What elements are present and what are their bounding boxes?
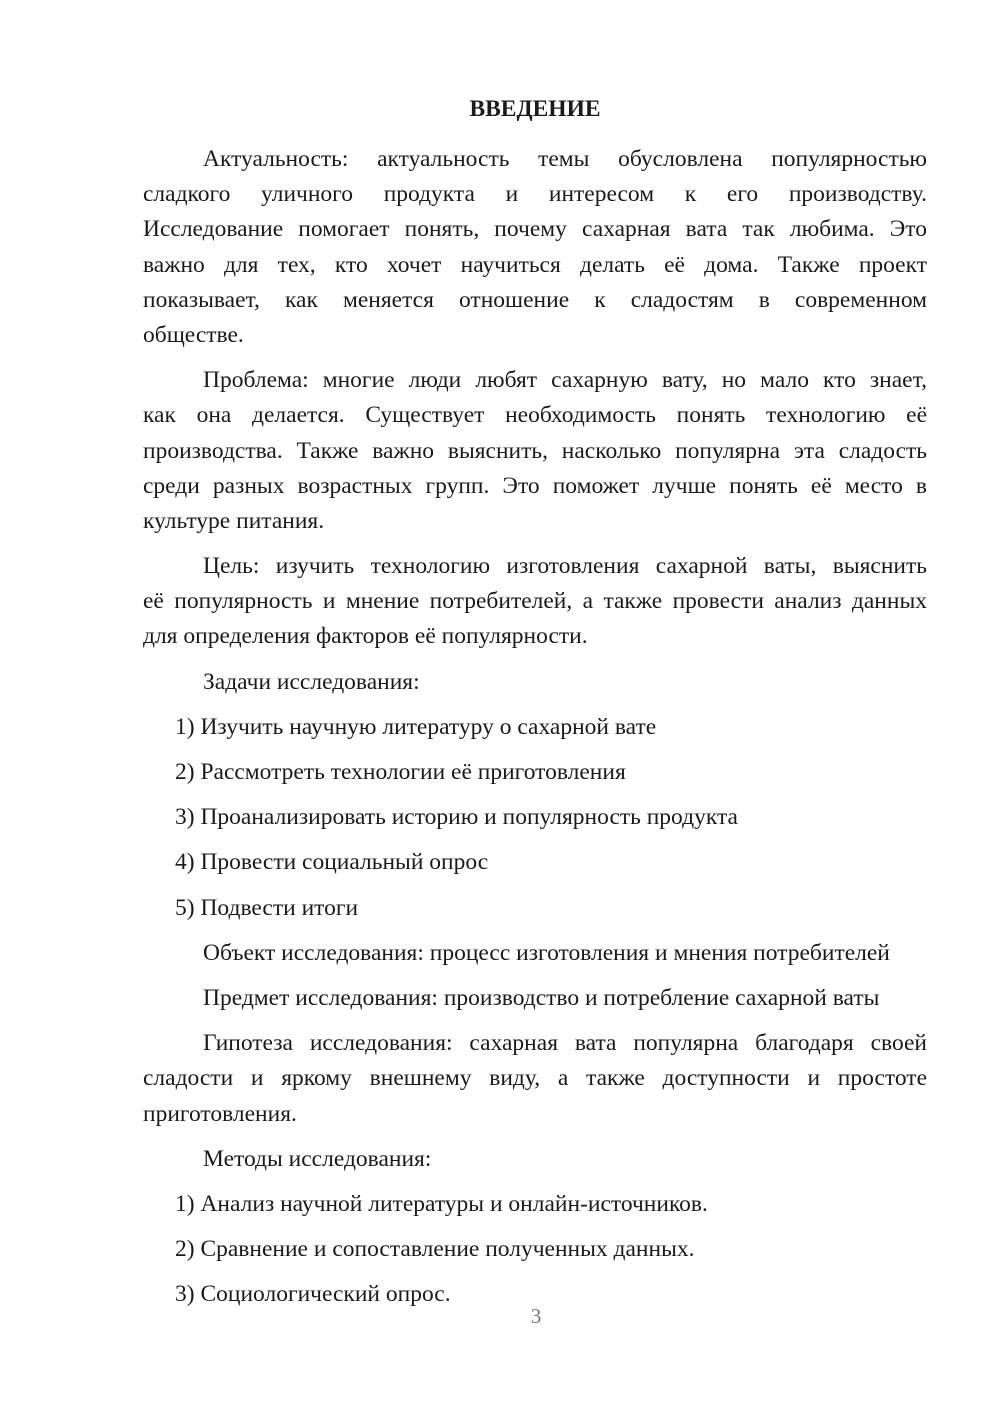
text-line: показывает, как меняется отношение к сладостям в современном — [143, 286, 927, 313]
text-line: производства. Также важно выяснить, насколько популярна эта сладость — [143, 437, 927, 464]
text-line: Объект исследования: процесс изготовления и мнения потребителей — [203, 939, 890, 966]
text-line: культуре питания. — [143, 507, 325, 534]
page-number: 3 — [530, 1304, 542, 1328]
text-line: приготовления. — [143, 1100, 297, 1127]
task-text: 1) Изучить научную литературу о сахарной вате — [175, 713, 657, 740]
method-text: 3) Социологический опрос. — [175, 1281, 451, 1308]
methods-heading-text: Методы исследования: — [203, 1145, 432, 1172]
text-line: обществе. — [143, 321, 244, 348]
text-line: сладкого уличного продукта и интересом к его производству. — [143, 181, 927, 208]
tasks-heading-text: Задачи исследования: — [203, 668, 420, 695]
task-item — [143, 710, 927, 745]
text-line: Предмет исследования: производство и потребление сахарной ваты — [203, 984, 880, 1011]
section-title: ВВЕДЕНИЕ — [469, 96, 601, 122]
text-line: Цель: изучить технологию изготовления сахарной ваты, выяснить — [203, 553, 927, 580]
hypothesis-paragraph — [143, 1026, 927, 1132]
method-text: 1) Анализ научной литературы и онлайн-источников. — [175, 1190, 708, 1217]
task-text: 5) Подвести итоги — [175, 894, 359, 921]
text-line: среди разных возрастных групп. Это поможет лучше понять её место в — [143, 472, 927, 499]
task-item — [143, 800, 927, 835]
text-line: Исследование помогает понять, почему сахарная вата так любима. Это — [143, 216, 927, 243]
subject-paragraph — [143, 981, 927, 1016]
text-line: её популярность и мнение потребителей, а также провести анализ данных — [143, 588, 927, 615]
task-text: 3) Проанализировать историю и популярность продукта — [175, 804, 738, 831]
text-line: сладости и яркому внешнему виду, а также доступности и простоте — [143, 1065, 927, 1092]
text-line: для определения факторов её популярности. — [143, 623, 588, 650]
task-item — [143, 845, 927, 880]
task-item — [143, 891, 927, 926]
methods-heading — [143, 1142, 927, 1177]
tasks-heading — [143, 665, 927, 700]
text-line: Гипотеза исследования: сахарная вата популярна благодаря своей — [203, 1030, 927, 1057]
object-paragraph — [143, 936, 927, 971]
task-item — [143, 755, 927, 790]
problem-paragraph — [143, 363, 927, 539]
method-item — [143, 1232, 927, 1267]
method-item — [143, 1187, 927, 1222]
task-text: 4) Провести социальный опрос — [175, 849, 489, 876]
goal-paragraph — [143, 549, 927, 655]
text-line: как она делается. Существует необходимость понять технологию её — [143, 402, 927, 429]
method-text: 2) Сравнение и сопоставление полученных данных. — [175, 1236, 695, 1263]
relevance-paragraph — [143, 142, 927, 353]
text-line: Проблема: многие люди любят сахарную вату, но мало кто знает, — [203, 367, 927, 394]
task-text: 2) Рассмотреть технологии её приготовления — [175, 759, 626, 785]
text-line: важно для тех, кто хочет научиться делать её дома. Также проект — [143, 251, 927, 278]
text-line: Актуальность: актуальность темы обусловлена популярностью — [203, 146, 927, 172]
document-page — [143, 92, 927, 1322]
